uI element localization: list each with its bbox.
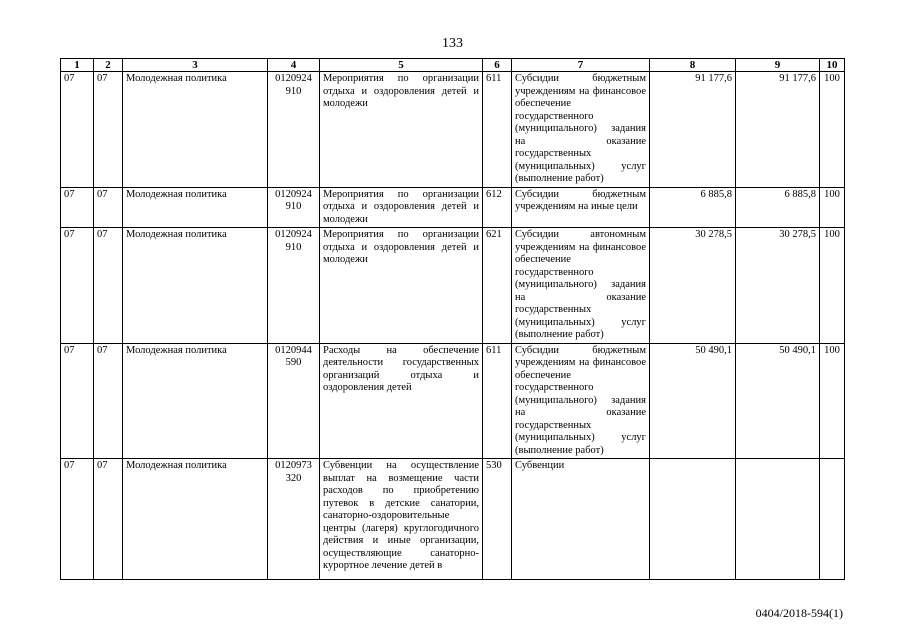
cell-plan-amount: 6 885,8 xyxy=(650,187,736,228)
cell-section: 07 xyxy=(61,187,94,228)
cell-subsection: 07 xyxy=(94,343,123,459)
cell-subsection: 07 xyxy=(94,72,123,188)
cell-section: 07 xyxy=(61,228,94,344)
cell-target-code xyxy=(268,187,320,228)
column-header: 10 xyxy=(820,59,845,72)
header-row xyxy=(61,59,845,72)
column-header: 4 xyxy=(268,59,320,72)
table-row xyxy=(61,459,845,580)
cell-expense-type: 621 xyxy=(483,228,512,344)
cell-target-code xyxy=(268,72,320,188)
column-header: 8 xyxy=(650,59,736,72)
column-header: 7 xyxy=(512,59,650,72)
cell-percent: 100 xyxy=(820,228,845,344)
cell-subsection: 07 xyxy=(94,228,123,344)
cell-expense-name: Расходы на обеспечение деятельности государственных организаций отдыха и оздоровления детей xyxy=(320,343,483,459)
table-row xyxy=(61,187,845,228)
column-header: 9 xyxy=(736,59,820,72)
target-code-part: 910 xyxy=(285,241,302,253)
cell-target-code xyxy=(268,459,320,580)
target-code-part: 590 xyxy=(285,357,302,368)
cell-expense-type: 530 xyxy=(483,459,512,580)
budget-table xyxy=(60,58,845,580)
cell-section-name: Молодежная политика xyxy=(123,459,268,580)
cell-percent: 100 xyxy=(820,187,845,228)
cell-expense-name: Мероприятия по организации отдыха и оздоровления детей и молодежи xyxy=(320,187,483,228)
cell-plan-amount: 50 490,1 xyxy=(650,343,736,459)
cell-percent: 100 xyxy=(820,72,845,188)
cell-expense-type: 611 xyxy=(483,343,512,459)
cell-expense-type: 612 xyxy=(483,187,512,228)
cell-section: 07 xyxy=(61,459,94,580)
cell-percent: 100 xyxy=(820,343,845,459)
cell-plan-amount xyxy=(650,459,736,580)
cell-percent xyxy=(820,459,845,580)
column-header: 1 xyxy=(61,59,94,72)
target-code-part: 0120944 xyxy=(275,344,312,356)
cell-subsection: 07 xyxy=(94,459,123,580)
cell-expense-type: 611 xyxy=(483,72,512,188)
column-header: 6 xyxy=(483,59,512,72)
cell-actual-amount: 30 278,5 xyxy=(736,228,820,344)
cell-actual-amount: 6 885,8 xyxy=(736,187,820,228)
target-code-part: 910 xyxy=(285,201,302,212)
cell-expense-type-name: Субсидии бюджетным учреждениям на финансовое обеспечение государственного (муниципального) задания на оказание государственных (муниципальных) услуг (выполнение работ) xyxy=(512,343,650,459)
cell-expense-type-name: Субвенции xyxy=(512,459,650,580)
page-number: 133 xyxy=(442,36,463,51)
cell-target-code xyxy=(268,343,320,459)
cell-expense-type-name: Субсидии автономным учреждениям на финансовое обеспечение государственного (муниципального) задания на оказание государственных (муниципальных) услуг (выполнение работ) xyxy=(512,228,650,344)
cell-section-name: Молодежная политика xyxy=(123,187,268,228)
target-code-part: 0120973 xyxy=(275,460,312,471)
cell-plan-amount: 91 177,6 xyxy=(650,72,736,188)
table-row xyxy=(61,228,845,344)
cell-plan-amount: 30 278,5 xyxy=(650,228,736,344)
table-row xyxy=(61,72,845,188)
cell-actual-amount: 50 490,1 xyxy=(736,343,820,459)
cell-expense-name: Мероприятия по организации отдыха и оздоровления детей и молодежи xyxy=(320,228,483,344)
cell-section-name: Молодежная политика xyxy=(123,343,268,459)
cell-actual-amount xyxy=(736,459,820,580)
cell-section: 07 xyxy=(61,343,94,459)
cell-target-code xyxy=(268,228,320,344)
cell-section-name: Молодежная политика xyxy=(123,228,268,344)
target-code-part: 0120924 xyxy=(275,73,312,84)
column-header: 3 xyxy=(123,59,268,72)
target-code-part: 0120924 xyxy=(275,188,312,200)
column-header: 2 xyxy=(94,59,123,72)
column-header: 5 xyxy=(320,59,483,72)
cell-section-name: Молодежная политика xyxy=(123,72,268,188)
target-code-part: 320 xyxy=(285,472,302,484)
target-code-part: 910 xyxy=(285,85,302,97)
cell-subsection: 07 xyxy=(94,187,123,228)
cell-section: 07 xyxy=(61,72,94,188)
cell-expense-type-name: Субсидии бюджетным учреждениям на иные цели xyxy=(512,187,650,228)
cell-expense-name: Субвенции на осуществление выплат на возмещение части расходов по приобретению путевок в детские санатории, санаторно-оздоровительные центры (лагеря) круглогодичного действия и иные организации, осуществляющие санаторно-курортное лечение детей в xyxy=(320,459,483,580)
target-code-part: 0120924 xyxy=(275,229,312,240)
document-code: 0404/2018-594(1) xyxy=(755,606,843,620)
table-row xyxy=(61,343,845,459)
cell-expense-type-name: Субсидии бюджетным учреждениям на финансовое обеспечение государственного (муниципального) задания на оказание государственных (муниципальных) услуг (выполнение работ) xyxy=(512,72,650,188)
cell-actual-amount: 91 177,6 xyxy=(736,72,820,188)
cell-expense-name: Мероприятия по организации отдыха и оздоровления детей и молодежи xyxy=(320,72,483,188)
